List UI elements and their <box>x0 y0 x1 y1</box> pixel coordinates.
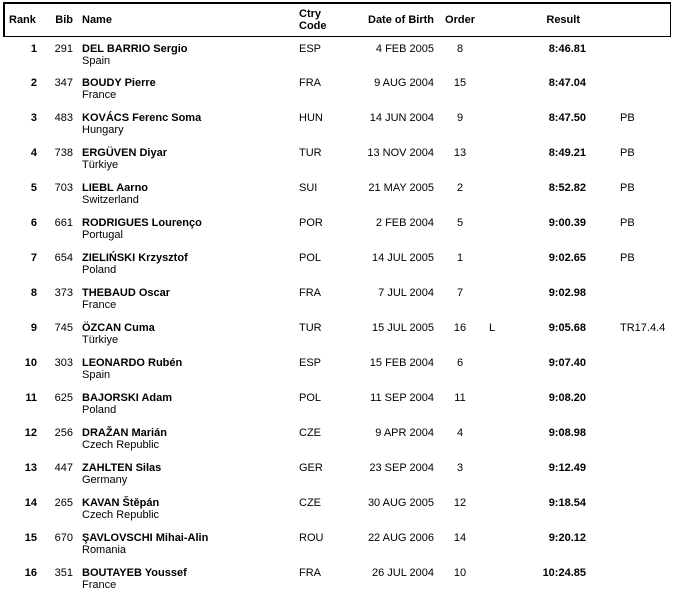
dob-cell: 13 NOV 2004 <box>367 147 434 159</box>
result-cell: 9:18.54 <box>548 497 586 509</box>
rank-cell: 10 <box>24 357 37 369</box>
rank-cell: 11 <box>25 392 37 404</box>
order-cell: 2 <box>456 182 464 194</box>
dob-cell: 14 JUL 2005 <box>372 252 434 264</box>
bib-cell: 447 <box>54 462 73 474</box>
athlete-country: France <box>82 89 117 101</box>
dob-cell: 14 JUN 2004 <box>369 112 434 124</box>
order-cell: 1 <box>456 252 464 264</box>
table-row <box>4 246 670 281</box>
note-cell <box>484 386 500 421</box>
name-cell <box>76 176 294 211</box>
athlete-name: ZIELIŃSKI Krzysztof <box>82 252 188 264</box>
ctry-cell: TUR <box>299 322 322 334</box>
bib-cell: 703 <box>54 182 73 194</box>
ctry-cell: ESP <box>299 357 322 369</box>
athlete-country: France <box>82 579 117 591</box>
dob-cell: 11 SEP 2004 <box>370 392 434 404</box>
note-cell <box>484 561 500 596</box>
result-cell: 9:02.98 <box>548 287 586 299</box>
bib-cell: 291 <box>54 42 73 55</box>
order-cell: 9 <box>456 112 464 124</box>
order-cell: 10 <box>453 567 467 579</box>
col-header-note <box>484 3 500 36</box>
rank-cell: 13 <box>24 462 37 474</box>
note-cell <box>484 176 500 211</box>
remark-cell <box>590 421 670 456</box>
table-row <box>4 316 670 351</box>
table-row <box>4 106 670 141</box>
rank-cell: 3 <box>30 112 37 124</box>
name-cell <box>76 246 294 281</box>
athlete-name: ERGÜVEN Diyar <box>82 147 167 159</box>
rank-cell: 4 <box>30 147 37 159</box>
athlete-country: Portugal <box>82 229 123 241</box>
table-row <box>4 176 670 211</box>
result-cell: 8:47.04 <box>548 77 586 89</box>
athlete-country: Spain <box>82 369 111 381</box>
athlete-country: Türkiye <box>82 159 119 171</box>
bib-cell: 351 <box>54 567 73 579</box>
athlete-name: LIEBL Aarno <box>82 182 149 194</box>
athlete-name: KAVAN Štěpán <box>82 497 160 509</box>
note-cell <box>484 211 500 246</box>
note-cell <box>484 491 500 526</box>
col-header-date-of-birth: Date of Birth <box>346 3 436 36</box>
name-cell <box>76 491 294 526</box>
col-header-bib: Bib <box>40 3 76 36</box>
col-header-order: Order <box>436 3 484 36</box>
rank-cell: 15 <box>24 532 37 544</box>
table-row <box>4 281 670 316</box>
bib-cell: 738 <box>54 147 73 159</box>
name-cell <box>76 71 294 106</box>
dob-cell: 22 AUG 2006 <box>367 532 434 544</box>
bib-cell: 373 <box>54 287 73 299</box>
athlete-country: Germany <box>82 474 128 486</box>
name-cell <box>76 386 294 421</box>
athlete-name: BOUDY Pierre <box>82 77 156 89</box>
athlete-name: ZAHLTEN Silas <box>82 462 162 474</box>
name-cell <box>76 561 294 596</box>
athlete-country: Türkiye <box>82 334 119 346</box>
col-header-remark <box>590 3 670 36</box>
name-cell <box>76 281 294 316</box>
remark-cell <box>590 281 670 316</box>
table-row <box>4 141 670 176</box>
dob-cell: 15 JUL 2005 <box>372 322 434 334</box>
name-cell <box>76 141 294 176</box>
dob-cell: 21 MAY 2005 <box>368 182 434 194</box>
result-cell: 9:08.20 <box>548 392 586 404</box>
table-row <box>4 386 670 421</box>
result-cell: 9:20.12 <box>548 532 586 544</box>
ctry-cell: CZE <box>299 497 321 509</box>
note-cell <box>484 351 500 386</box>
note-cell <box>484 246 500 281</box>
bib-cell: 303 <box>54 357 73 369</box>
ctry-cell: POL <box>299 392 322 404</box>
bib-cell: 483 <box>54 112 73 124</box>
bib-cell: 265 <box>54 497 73 509</box>
ctry-cell: FRA <box>299 77 321 89</box>
order-cell: 4 <box>456 427 464 439</box>
dob-cell: 15 FEB 2004 <box>369 357 434 369</box>
result-cell: 9:05.68 <box>548 322 586 334</box>
dob-cell: 30 AUG 2005 <box>367 497 434 509</box>
result-cell: 9:12.49 <box>548 462 586 474</box>
dob-cell: 7 JUL 2004 <box>378 287 434 299</box>
dob-cell: 9 AUG 2004 <box>374 77 434 89</box>
result-cell: 9:02.65 <box>548 252 586 264</box>
athlete-country: Czech Republic <box>82 509 160 521</box>
remark-cell: TR17.4.4 <box>620 322 666 334</box>
bib-cell: 654 <box>54 252 73 264</box>
dob-cell: 2 FEB 2004 <box>375 217 434 229</box>
athlete-name: KOVÁCS Ferenc Soma <box>82 112 202 124</box>
table-row <box>4 351 670 386</box>
rank-cell: 9 <box>30 322 37 334</box>
order-cell: 13 <box>453 147 467 159</box>
result-cell: 10:24.85 <box>542 567 586 579</box>
remark-cell: PB <box>620 217 635 229</box>
remark-cell <box>590 456 670 491</box>
remark-cell: PB <box>620 182 635 194</box>
ctry-cell: FRA <box>299 567 321 579</box>
bib-cell: 625 <box>54 392 73 404</box>
athlete-name: ÖZCAN Cuma <box>82 322 155 334</box>
note-cell <box>484 421 500 456</box>
table-row <box>4 421 670 456</box>
name-cell <box>76 36 294 71</box>
col-header-ctry-code <box>294 3 346 36</box>
ctry-cell: GER <box>299 462 323 474</box>
rank-cell: 8 <box>30 287 37 299</box>
rank-cell: 14 <box>24 497 37 509</box>
order-cell: 7 <box>456 287 464 299</box>
table-row <box>4 561 670 596</box>
order-cell: 5 <box>456 217 464 229</box>
order-cell: 6 <box>456 357 464 369</box>
table-row <box>4 526 670 561</box>
note-cell <box>484 71 500 106</box>
athlete-name: LEONARDO Rubén <box>82 357 183 369</box>
athlete-name: DRAŽAN Marián <box>82 427 167 439</box>
remark-cell <box>590 561 670 596</box>
order-cell: 11 <box>454 392 466 404</box>
result-cell: 8:52.82 <box>548 182 586 194</box>
dob-cell: 23 SEP 2004 <box>369 462 434 474</box>
athlete-country: Poland <box>82 404 117 416</box>
athlete-country: Czech Republic <box>82 439 160 451</box>
bib-cell: 661 <box>54 217 73 229</box>
note-cell <box>484 526 500 561</box>
remark-cell <box>590 526 670 561</box>
results-body <box>4 36 670 596</box>
note-cell <box>484 36 500 71</box>
order-cell: 15 <box>453 77 467 89</box>
order-cell: 14 <box>453 532 467 544</box>
athlete-name: BOUTAYEB Youssef <box>82 567 187 579</box>
remark-cell <box>590 386 670 421</box>
bib-cell: 670 <box>54 532 73 544</box>
name-cell <box>76 316 294 351</box>
rank-cell: 7 <box>30 252 37 264</box>
name-cell <box>76 351 294 386</box>
ctry-code-line2: Code <box>299 19 327 32</box>
col-header-name: Name <box>76 3 294 36</box>
note-cell <box>484 106 500 141</box>
athlete-country: Spain <box>82 54 111 67</box>
remark-cell: PB <box>620 147 635 159</box>
header-row <box>4 3 670 36</box>
remark-cell <box>590 351 670 386</box>
remark-cell <box>590 71 670 106</box>
col-header-rank: Rank <box>4 3 40 36</box>
result-cell: 8:49.21 <box>548 147 586 159</box>
col-header-result: Result <box>500 3 590 36</box>
note-cell <box>484 141 500 176</box>
name-cell <box>76 526 294 561</box>
order-cell: 12 <box>453 497 467 509</box>
order-cell: 8 <box>456 42 464 55</box>
athlete-name: BAJORSKI Adam <box>82 392 173 404</box>
rank-cell: 6 <box>30 217 37 229</box>
remark-cell: PB <box>620 112 635 124</box>
dob-cell: 4 FEB 2005 <box>375 42 434 55</box>
result-cell: 9:08.98 <box>548 427 586 439</box>
result-cell: 8:47.50 <box>548 112 586 124</box>
ctry-cell: POR <box>299 217 323 229</box>
table-row <box>4 456 670 491</box>
name-cell <box>76 106 294 141</box>
ctry-cell: ROU <box>299 532 324 544</box>
athlete-name: RODRIGUES Lourenço <box>82 217 202 229</box>
athlete-country: Hungary <box>82 124 124 136</box>
result-cell: 9:00.39 <box>548 217 586 229</box>
athlete-country: Poland <box>82 264 117 276</box>
athlete-country: France <box>82 299 117 311</box>
dob-cell: 26 JUL 2004 <box>372 567 434 579</box>
athlete-name: ŞAVLOVSCHI Mihai-Alin <box>82 532 209 544</box>
name-cell <box>76 211 294 246</box>
dob-cell: 9 APR 2004 <box>375 427 434 439</box>
table-row <box>4 71 670 106</box>
athlete-country: Romania <box>82 544 127 556</box>
ctry-cell: CZE <box>299 427 321 439</box>
order-cell: 3 <box>456 462 464 474</box>
note-cell <box>484 281 500 316</box>
name-cell <box>76 421 294 456</box>
table-row <box>4 491 670 526</box>
ctry-cell: FRA <box>299 287 321 299</box>
note-cell <box>484 456 500 491</box>
note-cell: L <box>488 322 496 334</box>
results-table <box>3 2 671 596</box>
remark-cell <box>590 491 670 526</box>
athlete-name: THEBAUD Oscar <box>82 287 171 299</box>
result-cell: 9:07.40 <box>548 357 586 369</box>
bib-cell: 745 <box>54 322 73 334</box>
rank-cell: 12 <box>24 427 37 439</box>
remark-cell: PB <box>620 252 635 264</box>
name-cell <box>76 456 294 491</box>
ctry-cell: SUI <box>299 182 318 194</box>
rank-cell: 5 <box>30 182 37 194</box>
athlete-country: Switzerland <box>82 194 139 206</box>
ctry-code-line1: Ctry <box>299 7 322 20</box>
ctry-cell: ESP <box>299 42 322 55</box>
order-cell: 16 <box>453 322 467 334</box>
bib-cell: 347 <box>54 77 73 89</box>
ctry-cell: HUN <box>299 112 323 124</box>
table-row <box>4 36 670 71</box>
rank-cell: 16 <box>24 567 37 579</box>
result-cell: 8:46.81 <box>548 42 586 55</box>
athlete-name: DEL BARRIO Sergio <box>82 42 188 55</box>
rank-cell: 1 <box>30 42 37 55</box>
bib-cell: 256 <box>54 427 73 439</box>
ctry-cell: POL <box>299 252 322 264</box>
table-row <box>4 211 670 246</box>
rank-cell: 2 <box>30 77 37 89</box>
ctry-cell: TUR <box>299 147 322 159</box>
remark-cell <box>590 36 670 71</box>
